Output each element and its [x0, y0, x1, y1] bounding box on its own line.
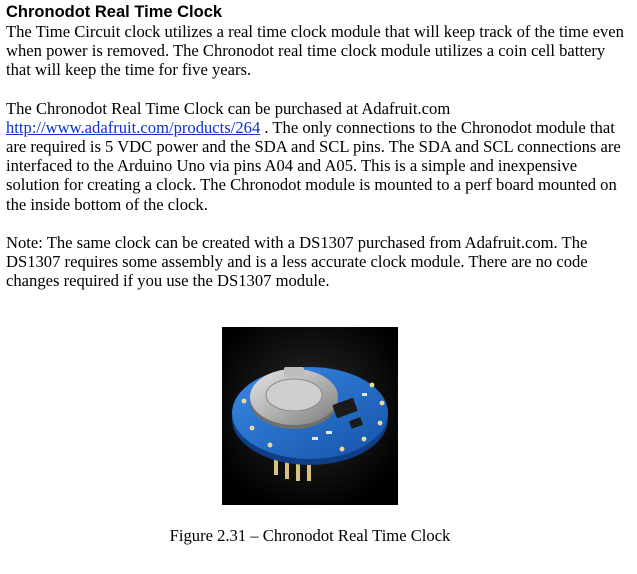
paragraph-gap	[6, 214, 630, 233]
purchase-paragraph	[6, 99, 630, 214]
chronodot-photo	[222, 327, 398, 505]
note-paragraph: Note: The same clock can be created with a DS1307 purchased from Adafruit.com. The DS1307 requires some assembly and is a less accurate clock module. There are no code changes required if you use the DS1307 module.	[6, 232, 588, 291]
paragraph-gap	[6, 80, 630, 99]
section-heading: Chronodot Real Time Clock	[6, 3, 223, 21]
chronodot-illustration	[222, 327, 398, 505]
purchase-text-after-link: . The only connections to the Chronodot module that are required is 5 VDC power and the SDA and SCL pins. The SDA and SCL connections are interfaced to the Arduino Uno via pins A04 and A05. This is a simple and inexpensive solution for creating a clock. The Chronodot module is mounted to a perf board mounted on the inside bottom of the clock.	[6, 117, 621, 214]
document-page	[6, 2, 630, 290]
intro-paragraph: The Time Circuit clock utilizes a real time clock module that will keep track of the time even when power is removed. The Chronodot real time clock module utilizes a coin cell battery that will keep the time for five years.	[6, 22, 624, 80]
purchase-text-before-link: The Chronodot Real Time Clock can be purchased at Adafruit.com	[6, 98, 451, 118]
figure-caption: Figure 2.31 – Chronodot Real Time Clock	[169, 526, 451, 545]
adafruit-product-link[interactable]: http://www.adafruit.com/products/264	[6, 117, 261, 137]
